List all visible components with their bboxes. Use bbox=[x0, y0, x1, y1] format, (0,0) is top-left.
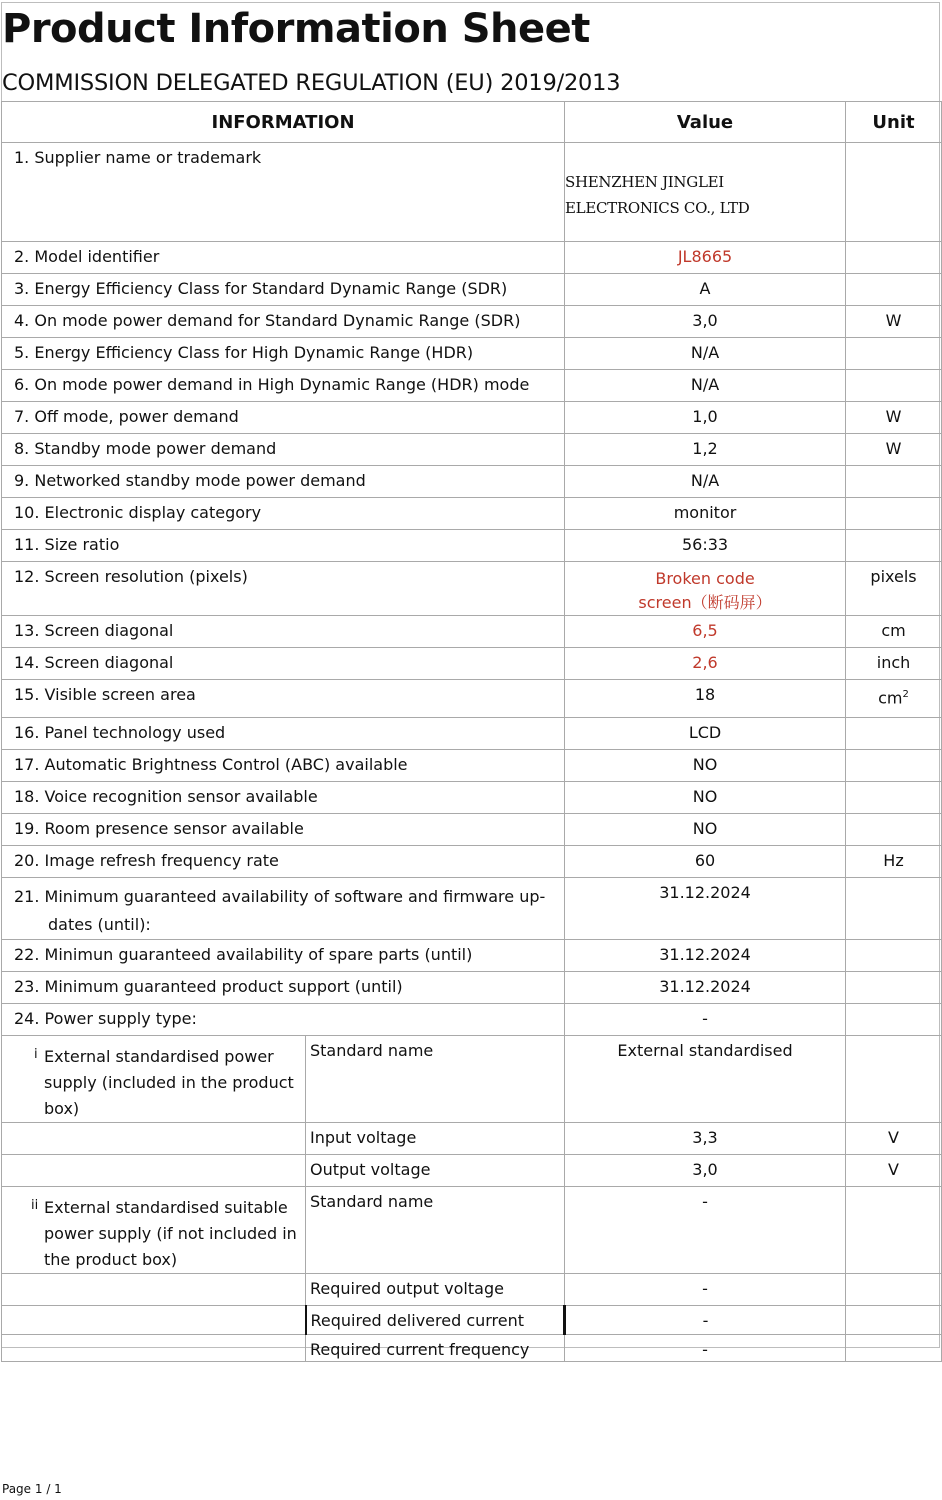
row-unit bbox=[846, 680, 942, 718]
row-value: 1,0 bbox=[565, 402, 846, 434]
row-unit: inch bbox=[846, 648, 942, 680]
table-row bbox=[2, 846, 942, 878]
empty-cell bbox=[2, 1335, 306, 1362]
table-row bbox=[2, 1123, 942, 1155]
ps-req-current-frequency-label: Required current frequency bbox=[306, 1335, 565, 1362]
row-label-line2: dates (until): bbox=[48, 915, 151, 934]
row-label bbox=[2, 878, 565, 940]
row-value: - bbox=[565, 1004, 846, 1036]
table-row bbox=[2, 562, 942, 616]
row-value: 18 bbox=[565, 680, 846, 718]
row-value: JL8665 bbox=[565, 242, 846, 274]
table-row bbox=[2, 370, 942, 402]
table-row bbox=[2, 274, 942, 306]
header-unit: Unit bbox=[846, 102, 942, 143]
ps-input-voltage-unit: V bbox=[846, 1123, 942, 1155]
row-label: 13. Screen diagonal bbox=[2, 616, 565, 648]
row-label: 17. Automatic Brightness Control (ABC) available bbox=[2, 750, 565, 782]
row-value: 31.12.2024 bbox=[565, 878, 846, 940]
unit-superscript: 2 bbox=[902, 689, 909, 700]
table-row bbox=[2, 940, 942, 972]
row-unit bbox=[846, 878, 942, 940]
row-value: 31.12.2024 bbox=[565, 940, 846, 972]
table-row bbox=[2, 750, 942, 782]
table-row bbox=[2, 878, 942, 940]
row-label: 11. Size ratio bbox=[2, 530, 565, 562]
empty-cell bbox=[2, 1123, 306, 1155]
row-value: 6,5 bbox=[565, 616, 846, 648]
row-unit bbox=[846, 718, 942, 750]
ps-included-standard-name-value: External standardised bbox=[565, 1036, 846, 1123]
table-row bbox=[2, 306, 942, 338]
row-unit bbox=[846, 782, 942, 814]
table-row bbox=[2, 1335, 942, 1362]
row-unit: Hz bbox=[846, 846, 942, 878]
row-value: NO bbox=[565, 782, 846, 814]
row-unit bbox=[846, 814, 942, 846]
row-label: 1. Supplier name or trademark bbox=[2, 143, 565, 242]
ps-suitable-marker: ii bbox=[31, 1198, 39, 1213]
table-row bbox=[2, 718, 942, 750]
resolution-value-line1: Broken code bbox=[655, 569, 755, 588]
ps-suitable-standard-name-value: - bbox=[565, 1187, 846, 1274]
ps-suitable-label-cell bbox=[2, 1187, 306, 1274]
page-title: Product Information Sheet bbox=[2, 6, 590, 52]
ps-output-voltage-unit: V bbox=[846, 1155, 942, 1187]
ps-req-delivered-current-label: Required delivered current bbox=[306, 1306, 565, 1335]
row-label: 2. Model identifier bbox=[2, 242, 565, 274]
row-value: A bbox=[565, 274, 846, 306]
row-value: 56:33 bbox=[565, 530, 846, 562]
unit-text: cm bbox=[878, 688, 903, 708]
table-row bbox=[2, 530, 942, 562]
row-unit bbox=[846, 466, 942, 498]
row-unit bbox=[846, 370, 942, 402]
supplier-name-line2: ELECTRONICS CO., LTD bbox=[565, 199, 750, 217]
row-value: NO bbox=[565, 750, 846, 782]
header-information: INFORMATION bbox=[2, 102, 565, 143]
table-row bbox=[2, 1155, 942, 1187]
table-row bbox=[2, 242, 942, 274]
row-label: 19. Room presence sensor available bbox=[2, 814, 565, 846]
row-unit: W bbox=[846, 306, 942, 338]
table-row bbox=[2, 782, 942, 814]
table-row bbox=[2, 648, 942, 680]
table-row bbox=[2, 338, 942, 370]
row-label: 14. Screen diagonal bbox=[2, 648, 565, 680]
table-row bbox=[2, 680, 942, 718]
empty-cell bbox=[2, 1306, 306, 1335]
table-row bbox=[2, 972, 942, 1004]
ps-suitable-label: External standardised suitable power supply (if not included in the product box) bbox=[44, 1198, 297, 1269]
row-unit: cm bbox=[846, 616, 942, 648]
ps-included-label-cell bbox=[2, 1036, 306, 1123]
row-value: monitor bbox=[565, 498, 846, 530]
row-label: 20. Image refresh frequency rate bbox=[2, 846, 565, 878]
row-unit: W bbox=[846, 434, 942, 466]
ps-req-current-frequency-value: - bbox=[565, 1335, 846, 1362]
ps-output-voltage-label: Output voltage bbox=[306, 1155, 565, 1187]
row-value: 1,2 bbox=[565, 434, 846, 466]
ps-included-label: External standardised power supply (included in the product box) bbox=[44, 1047, 294, 1118]
row-label: 12. Screen resolution (pixels) bbox=[2, 562, 565, 616]
row-label: 23. Minimum guaranteed product support (until) bbox=[2, 972, 565, 1004]
row-label: 16. Panel technology used bbox=[2, 718, 565, 750]
table-row bbox=[2, 814, 942, 846]
row-unit bbox=[846, 1187, 942, 1274]
row-unit bbox=[846, 498, 942, 530]
row-label: 6. On mode power demand in High Dynamic Range (HDR) mode bbox=[2, 370, 565, 402]
empty-cell bbox=[2, 1155, 306, 1187]
supplier-name-line1: SHENZHEN JINGLEI bbox=[565, 173, 724, 191]
table-row bbox=[2, 466, 942, 498]
row-label: 7. Off mode, power demand bbox=[2, 402, 565, 434]
row-label: 10. Electronic display category bbox=[2, 498, 565, 530]
row-unit bbox=[846, 1004, 942, 1036]
row-value: NO bbox=[565, 814, 846, 846]
row-unit: pixels bbox=[846, 562, 942, 616]
table-row bbox=[2, 1004, 942, 1036]
table-row bbox=[2, 434, 942, 466]
row-value: 2,6 bbox=[565, 648, 846, 680]
table-header-row bbox=[2, 102, 942, 143]
ps-req-output-voltage-value: - bbox=[565, 1274, 846, 1306]
row-label: 15. Visible screen area bbox=[2, 680, 565, 718]
row-label: 22. Minimun guaranteed availability of spare parts (until) bbox=[2, 940, 565, 972]
ps-req-delivered-current-value: - bbox=[565, 1306, 846, 1335]
ps-included-standard-name-label: Standard name bbox=[306, 1036, 565, 1123]
row-unit bbox=[846, 750, 942, 782]
row-value: N/A bbox=[565, 338, 846, 370]
row-unit bbox=[846, 1036, 942, 1123]
row-unit bbox=[846, 338, 942, 370]
row-label: 3. Energy Efficiency Class for Standard Dynamic Range (SDR) bbox=[2, 274, 565, 306]
header-value: Value bbox=[565, 102, 846, 143]
row-label: 8. Standby mode power demand bbox=[2, 434, 565, 466]
page-footer: Page 1 / 1 bbox=[2, 1482, 62, 1496]
row-unit bbox=[846, 242, 942, 274]
row-label: 5. Energy Efficiency Class for High Dynamic Range (HDR) bbox=[2, 338, 565, 370]
row-value bbox=[565, 143, 846, 242]
row-unit bbox=[846, 530, 942, 562]
table-row bbox=[2, 1274, 942, 1306]
empty-cell bbox=[2, 1274, 306, 1306]
row-unit bbox=[846, 1335, 942, 1362]
row-value: LCD bbox=[565, 718, 846, 750]
ps-input-voltage-label: Input voltage bbox=[306, 1123, 565, 1155]
row-value: 3,0 bbox=[565, 306, 846, 338]
row-label: 24. Power supply type: bbox=[2, 1004, 565, 1036]
ps-input-voltage-value: 3,3 bbox=[565, 1123, 846, 1155]
table-row bbox=[2, 1306, 942, 1335]
table-row bbox=[2, 402, 942, 434]
table-row bbox=[2, 1187, 942, 1274]
row-value: N/A bbox=[565, 466, 846, 498]
row-value bbox=[565, 562, 846, 616]
resolution-value-line2: screen（断码屏） bbox=[638, 593, 772, 612]
info-table bbox=[1, 101, 942, 1362]
table-row bbox=[2, 143, 942, 242]
row-unit bbox=[846, 940, 942, 972]
table-row bbox=[2, 616, 942, 648]
row-label: 18. Voice recognition sensor available bbox=[2, 782, 565, 814]
row-unit bbox=[846, 1274, 942, 1306]
row-value: 60 bbox=[565, 846, 846, 878]
table-row bbox=[2, 1036, 942, 1123]
row-unit bbox=[846, 1306, 942, 1335]
ps-output-voltage-value: 3,0 bbox=[565, 1155, 846, 1187]
row-unit bbox=[846, 274, 942, 306]
row-label: 9. Networked standby mode power demand bbox=[2, 466, 565, 498]
row-value: N/A bbox=[565, 370, 846, 402]
row-unit bbox=[846, 143, 942, 242]
row-unit: W bbox=[846, 402, 942, 434]
row-label: 4. On mode power demand for Standard Dynamic Range (SDR) bbox=[2, 306, 565, 338]
row-value: 31.12.2024 bbox=[565, 972, 846, 1004]
ps-suitable-standard-name-label: Standard name bbox=[306, 1187, 565, 1274]
row-label-line1: 21. Minimum guaranteed availability of software and firmware up- bbox=[14, 887, 546, 906]
page-subtitle: COMMISSION DELEGATED REGULATION (EU) 2019/2013 bbox=[2, 70, 621, 96]
ps-req-output-voltage-label: Required output voltage bbox=[306, 1274, 565, 1306]
row-unit bbox=[846, 972, 942, 1004]
ps-included-marker: i bbox=[34, 1047, 38, 1062]
table-row bbox=[2, 498, 942, 530]
